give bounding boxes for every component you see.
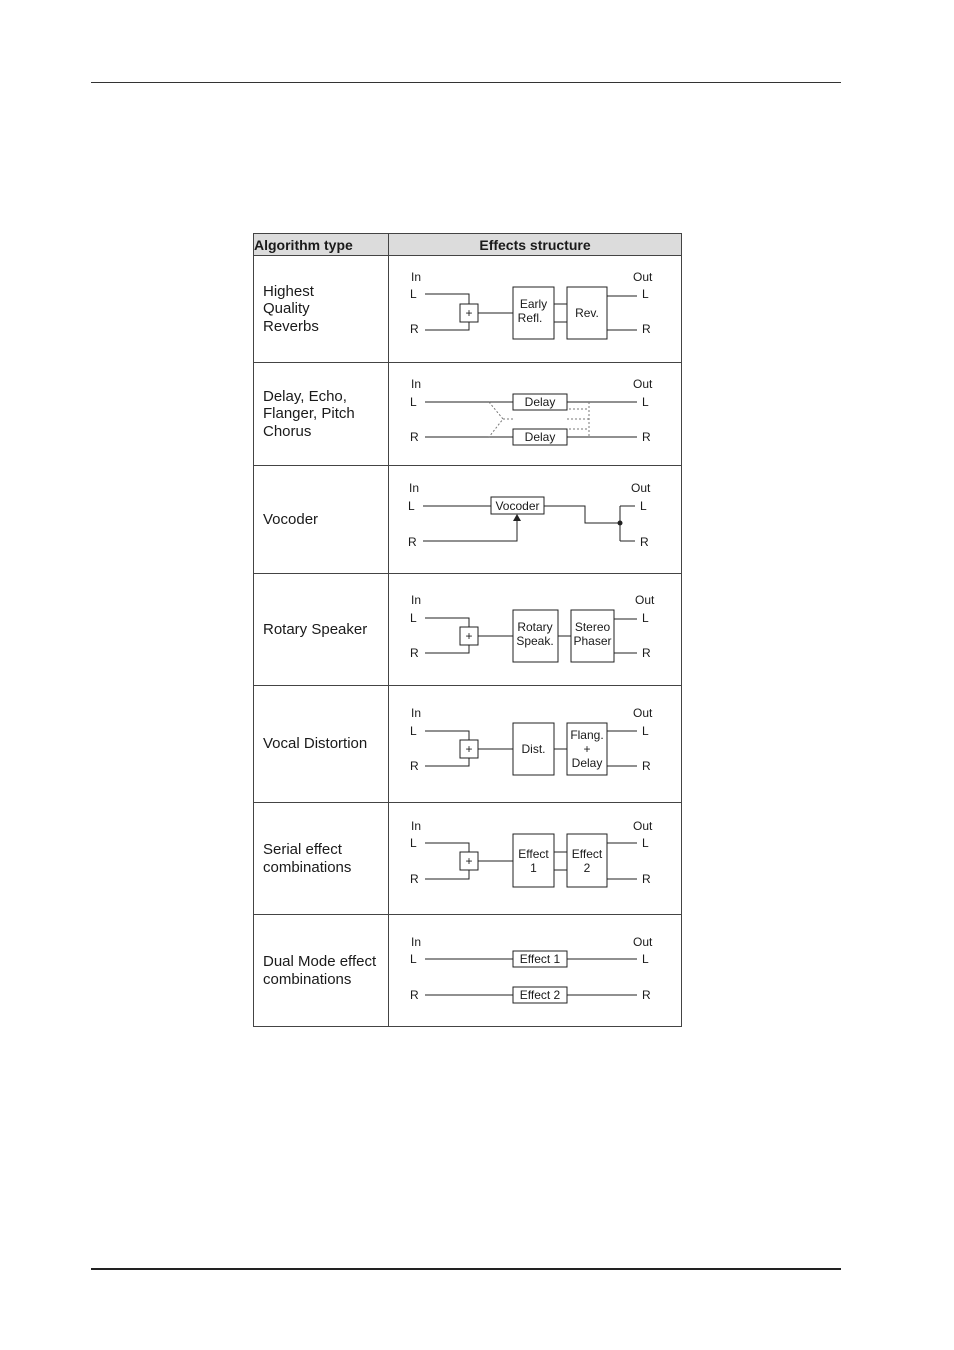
right-in-label: R	[408, 535, 417, 549]
algorithm-label-line: Dual Mode effect	[263, 953, 377, 970]
in-label: In	[411, 270, 422, 284]
right-in-label: R	[410, 430, 419, 444]
left-in-label: L	[410, 836, 417, 850]
algorithm-cell	[254, 686, 389, 803]
sum-sign: +	[465, 306, 473, 320]
in-label: In	[411, 819, 422, 833]
junction-dot	[618, 521, 623, 526]
algorithm-effects-table	[253, 233, 682, 1027]
out-label: Out	[631, 481, 651, 495]
out-label: Out	[633, 270, 653, 284]
out-label: Out	[633, 819, 653, 833]
block-label-line: Delay	[571, 756, 603, 770]
right-in-label: R	[410, 988, 419, 1002]
in-label: In	[409, 481, 420, 495]
vocoder-signal-diagram	[389, 466, 673, 573]
block-label: Delay	[524, 430, 556, 444]
right-out-label: R	[642, 988, 651, 1002]
out-label: Out	[635, 593, 655, 607]
in-label: In	[411, 377, 422, 391]
algorithm-label-line: Quality	[263, 300, 310, 318]
effects-structure-cell	[389, 915, 682, 1027]
left-out-label: L	[642, 952, 649, 966]
block-label-line: Phaser	[573, 634, 612, 648]
left-out-label: L	[642, 611, 649, 625]
algorithm-label-line: combinations	[263, 858, 352, 876]
algorithm-label-line: combinations	[263, 970, 352, 988]
table-row	[254, 803, 682, 915]
table-row	[254, 574, 682, 686]
algorithm-label-line: Reverbs	[263, 317, 319, 335]
right-out-label: R	[642, 430, 651, 444]
rotary-signal-diagram	[389, 574, 673, 685]
block-label: Effect 2	[519, 988, 561, 1002]
effects-structure-cell	[389, 256, 682, 363]
algorithm-cell	[254, 466, 389, 574]
left-in-label: L	[410, 287, 417, 301]
delay-signal-diagram	[389, 363, 673, 465]
algorithm-cell	[254, 363, 389, 466]
effects-structure-cell	[389, 466, 682, 574]
out-label: Out	[633, 706, 653, 720]
in-label: In	[411, 935, 422, 949]
block-label-line: Refl.	[517, 311, 543, 325]
table-row	[254, 466, 682, 574]
in-label: In	[411, 706, 422, 720]
algorithm-cell	[254, 574, 389, 686]
algorithm-label-line: Vocal Distortion	[263, 735, 368, 753]
algorithm-label-line: Rotary Speaker	[263, 620, 368, 638]
block-label: Delay	[524, 395, 556, 409]
right-out-label: R	[642, 872, 651, 886]
table-row	[254, 686, 682, 803]
sidechain-arrow-icon	[513, 514, 521, 521]
table-row	[254, 363, 682, 466]
block-label-line: Speak.	[516, 634, 554, 648]
sum-sign: +	[465, 854, 473, 868]
block-label: Vocoder	[495, 499, 540, 513]
algorithm-label-line: Delay, Echo,	[263, 387, 347, 405]
left-in-label: L	[410, 611, 417, 625]
right-in-label: R	[410, 759, 419, 773]
block-label-line: 2	[583, 861, 591, 875]
right-out-label: R	[640, 535, 649, 549]
algorithm-cell	[254, 803, 389, 915]
sum-sign: +	[465, 629, 473, 643]
distortion-signal-diagram	[389, 686, 673, 802]
effects-structure-cell	[389, 363, 682, 466]
effects-structure-cell	[389, 803, 682, 915]
left-in-label: L	[410, 724, 417, 738]
left-in-label: L	[410, 395, 417, 409]
table-header-row	[254, 234, 682, 256]
block-label-line: Effect	[518, 847, 549, 861]
in-label: In	[411, 593, 422, 607]
algorithm-cell	[254, 915, 389, 1027]
sum-sign: +	[465, 742, 473, 756]
algorithm-cell	[254, 256, 389, 363]
algorithm-label-line: Highest	[263, 282, 314, 300]
out-label: Out	[633, 935, 653, 949]
left-out-label: L	[642, 287, 649, 301]
block-label-line: Dist.	[521, 742, 546, 756]
algorithm-label-line: Serial effect	[263, 841, 342, 858]
block-label: Effect 1	[519, 952, 561, 966]
right-in-label: R	[410, 872, 419, 886]
right-in-label: R	[410, 322, 419, 336]
left-in-label: L	[410, 952, 417, 966]
header-effects-structure: Effects structure	[389, 234, 682, 256]
table-row	[254, 915, 682, 1027]
block-label-line: Stereo	[574, 620, 611, 634]
table-row	[254, 256, 682, 363]
reverb-signal-diagram	[389, 256, 673, 362]
right-out-label: R	[642, 759, 651, 773]
left-out-label: L	[642, 724, 649, 738]
header-rule	[91, 82, 841, 83]
algorithm-label-line: Flanger, Pitch	[263, 405, 355, 423]
effects-structure-cell	[389, 686, 682, 803]
block-label-line: +	[583, 742, 591, 756]
block-label-line: Early	[519, 297, 548, 311]
left-out-label: L	[642, 836, 649, 850]
block-label-line: Flang.	[570, 728, 604, 742]
right-out-label: R	[642, 322, 651, 336]
serial-signal-diagram	[389, 803, 673, 914]
block-label-line: Rev.	[575, 306, 599, 320]
algorithm-label-line: Vocoder	[263, 510, 319, 528]
dual-mode-signal-diagram	[389, 915, 673, 1026]
effects-structure-cell	[389, 574, 682, 686]
right-out-label: R	[642, 646, 651, 660]
left-out-label: L	[640, 499, 647, 513]
left-out-label: L	[642, 395, 649, 409]
left-in-label: L	[408, 499, 415, 513]
right-in-label: R	[410, 646, 419, 660]
block-label-line: Effect	[571, 847, 603, 861]
block-label-line: Rotary	[517, 620, 553, 634]
algorithm-label-line: Chorus	[263, 422, 312, 440]
footer-rule	[91, 1268, 841, 1270]
block-label-line: 1	[530, 861, 537, 875]
out-label: Out	[633, 377, 653, 391]
header-algorithm-type: Algorithm type	[254, 234, 389, 256]
